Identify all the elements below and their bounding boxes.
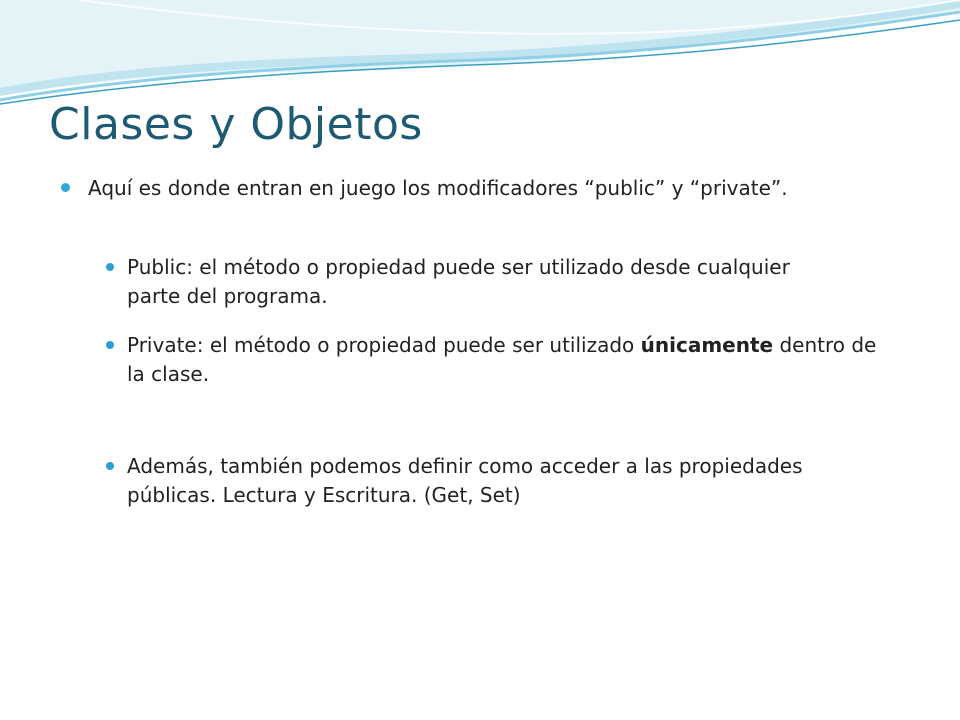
sub-bullet-item <box>127 253 847 311</box>
bullet-text-after: dentro de la clase. <box>127 333 877 386</box>
bullet-text-bold: únicamente <box>640 333 774 357</box>
bullet-dot-icon <box>106 462 114 470</box>
bullet-dot-icon <box>61 183 70 192</box>
bullet-dot-icon <box>106 263 114 271</box>
bullet-dot-icon <box>106 341 114 349</box>
bullet-text: Además, también podemos definir como acceder a las propiedades públicas. Lectura y Escritura. (Get, Set) <box>127 454 803 507</box>
bullet-text: Public: el método o propiedad puede ser utilizado desde cualquier parte del programa. <box>127 255 790 308</box>
bullet-text: Aquí es donde entran en juego los modificadores “public” y “private”. <box>88 176 788 200</box>
sub-bullet-item <box>127 331 887 389</box>
slide-title: Clases y Objetos <box>49 99 423 150</box>
sub-bullet-item <box>127 452 867 510</box>
bullet-item <box>88 174 828 203</box>
bullet-text-before: Private: el método o propiedad puede ser utilizado <box>127 333 641 357</box>
